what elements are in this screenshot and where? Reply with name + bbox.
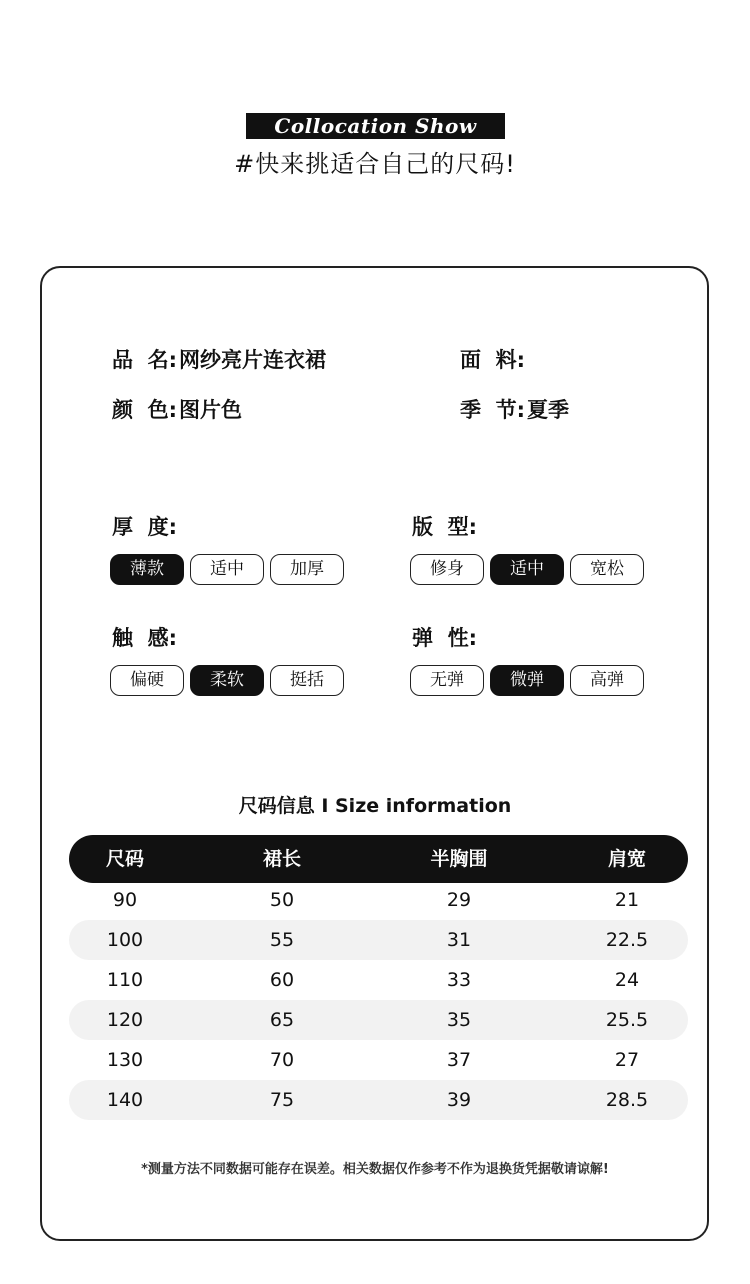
color-value: 图片色 xyxy=(179,398,243,422)
header-half-bust: 半胸围 xyxy=(430,848,488,870)
bust-cell: 31 xyxy=(446,929,472,951)
fit-title: 版 型: xyxy=(412,515,478,539)
size-table-header xyxy=(69,835,688,883)
page-subtitle: #快来挑适合自己的尺码! xyxy=(234,150,516,178)
table-row xyxy=(69,1000,688,1040)
table-row xyxy=(69,960,688,1000)
measurement-disclaimer: *测量方法不同数据可能存在误差。相关数据仅作参考不作为退换货凭据敬请谅解! xyxy=(141,1162,609,1177)
size-cell: 90 xyxy=(112,889,138,911)
fit-option-pill: 修身 xyxy=(410,554,484,585)
size-information-title: 尺码信息 I Size information xyxy=(238,795,512,817)
length-cell: 60 xyxy=(269,969,295,991)
fit-options xyxy=(410,554,644,585)
bust-cell: 33 xyxy=(446,969,472,991)
shoulder-cell: 28.5 xyxy=(605,1089,649,1111)
shoulder-cell: 25.5 xyxy=(605,1009,649,1031)
bust-cell: 35 xyxy=(446,1009,472,1031)
table-row xyxy=(69,1080,688,1120)
length-cell: 50 xyxy=(269,889,295,911)
shoulder-cell: 22.5 xyxy=(605,929,649,951)
thickness-title: 厚 度: xyxy=(112,515,178,539)
color-row xyxy=(112,396,242,424)
shoulder-cell: 21 xyxy=(614,889,640,911)
shoulder-cell: 24 xyxy=(614,969,640,991)
elasticity-title: 弹 性: xyxy=(412,626,478,650)
bust-cell: 29 xyxy=(446,889,472,911)
thickness-option-pill: 薄款 xyxy=(110,554,184,585)
bust-cell: 39 xyxy=(446,1089,472,1111)
elasticity-options xyxy=(410,665,644,696)
header-shoulder-width: 肩宽 xyxy=(607,848,646,870)
size-cell: 140 xyxy=(106,1089,144,1111)
thickness-option-pill: 适中 xyxy=(190,554,264,585)
bust-cell: 37 xyxy=(446,1049,472,1071)
fit-option-pill: 宽松 xyxy=(570,554,644,585)
elasticity-option-pill: 高弹 xyxy=(570,665,644,696)
length-cell: 55 xyxy=(269,929,295,951)
size-cell: 130 xyxy=(106,1049,144,1071)
fabric-label: 面 料: xyxy=(460,348,526,372)
season-row xyxy=(460,396,569,424)
elasticity-option-pill: 微弹 xyxy=(490,665,564,696)
length-cell: 70 xyxy=(269,1049,295,1071)
collocation-show-banner: Collocation Show xyxy=(246,113,505,139)
header-skirt-length: 裙长 xyxy=(262,848,301,870)
shoulder-cell: 27 xyxy=(614,1049,640,1071)
season-value: 夏季 xyxy=(527,398,570,422)
product-name-value: 网纱亮片连衣裙 xyxy=(179,348,327,372)
table-row xyxy=(69,920,688,960)
product-name-row xyxy=(112,346,326,374)
table-row xyxy=(69,880,688,920)
length-cell: 65 xyxy=(269,1009,295,1031)
length-cell: 75 xyxy=(269,1089,295,1111)
size-cell: 110 xyxy=(106,969,144,991)
product-name-label: 品 名: xyxy=(112,348,178,372)
touch-options xyxy=(110,665,344,696)
table-row xyxy=(69,1040,688,1080)
touch-option-pill: 挺括 xyxy=(270,665,344,696)
thickness-option-pill: 加厚 xyxy=(270,554,344,585)
header-size: 尺码 xyxy=(105,848,144,870)
touch-option-pill: 柔软 xyxy=(190,665,264,696)
size-cell: 120 xyxy=(106,1009,144,1031)
season-label: 季 节: xyxy=(460,398,526,422)
touch-title: 触 感: xyxy=(112,626,178,650)
elasticity-option-pill: 无弹 xyxy=(410,665,484,696)
color-label: 颜 色: xyxy=(112,398,178,422)
thickness-options xyxy=(110,554,344,585)
size-cell: 100 xyxy=(106,929,144,951)
fabric-row xyxy=(460,346,527,374)
touch-option-pill: 偏硬 xyxy=(110,665,184,696)
fit-option-pill: 适中 xyxy=(490,554,564,585)
